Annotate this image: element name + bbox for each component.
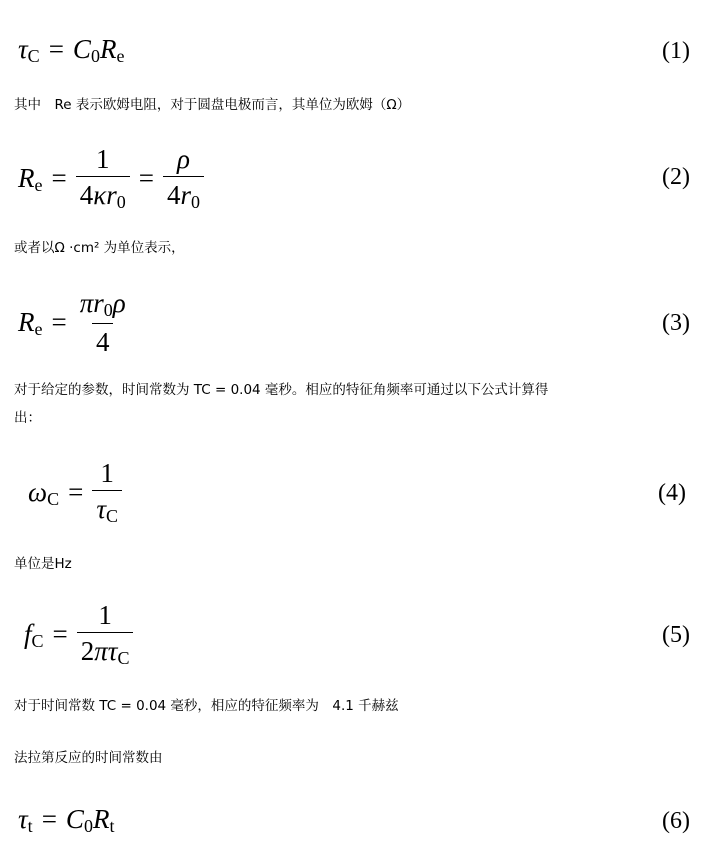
equation-2 — [18, 140, 690, 212]
equation-5 — [24, 598, 690, 670]
fraction: $\frac{\rho}{4r0}$ — [163, 144, 204, 213]
equation-5-formula: f C = $\frac{1}{\text{2πτC}}$ — [24, 600, 133, 669]
paragraph-3-line-1: 对于给定的参数，时间常数为 TC = 0.04 毫秒。相应的特征角频率可通过以下公式计算得 — [14, 382, 549, 398]
equation-4 — [28, 456, 686, 528]
equation-6-number: (6) — [662, 808, 690, 834]
paragraph-3-line-2: 出： — [14, 410, 41, 426]
equation-4-formula: ω C = $\frac{1}{\tau C}$ — [28, 458, 122, 527]
fraction: $\frac{1}{\tau C}$ — [92, 458, 122, 527]
equation-5-number: (5) — [662, 622, 690, 648]
equation-3 — [18, 284, 690, 356]
equation-1 — [18, 34, 690, 70]
paragraph-2: 或者以Ω ·cm² 为单位表示， — [14, 240, 185, 256]
equation-2-number: (2) — [662, 164, 690, 190]
equation-4-number: (4) — [658, 480, 686, 506]
equation-3-number: (3) — [662, 310, 690, 336]
equation-1-formula: τ C = C 0 R e — [18, 34, 125, 66]
equation-2-formula: R e = $\frac{1}{4\kappa r0}$ = $\frac{\rho}{4r0}$ — [18, 144, 204, 213]
equation-3-formula: R e = $\frac{\pi r0\rho}{4}$ — [18, 288, 130, 357]
paragraph-6: 法拉第反应的时间常数由 — [14, 750, 163, 766]
paragraph-5: 对于时间常数 TC = 0.04 毫秒，相应的特征频率为 4.1 千赫兹 — [14, 698, 399, 714]
paragraph-1: 其中 Re 表示欧姆电阻，对于圆盘电极而言，其单位为欧姆（Ω） — [14, 97, 411, 113]
equation-6-formula: τ t = C 0 R t — [18, 804, 115, 836]
paragraph-4: 单位是Hz — [14, 556, 72, 572]
equation-6 — [18, 804, 690, 840]
fraction: $\frac{\pi r0\rho}{4}$ — [79, 288, 126, 357]
fraction: $\frac{1}{\text{2πτC}}$ — [77, 600, 134, 669]
fraction: $\frac{1}{4\kappa r0}$ — [76, 144, 130, 213]
equation-1-number: (1) — [662, 38, 690, 64]
